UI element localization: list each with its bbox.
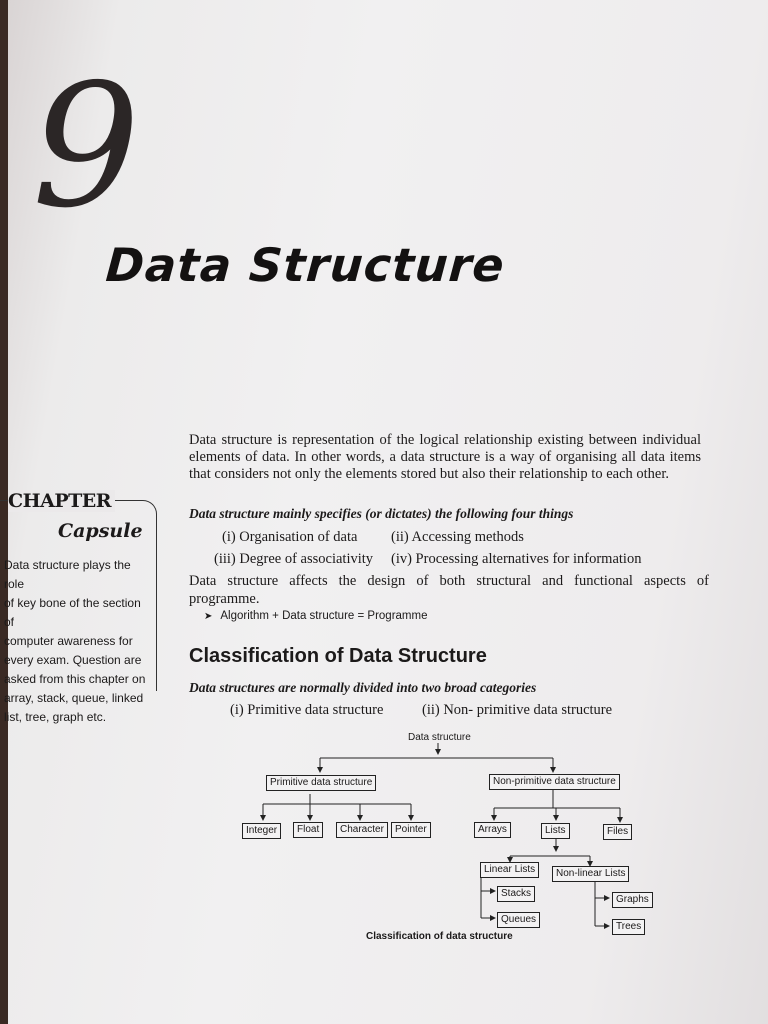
- node-queues: Queues: [497, 912, 540, 928]
- node-nonlinear-lists: Non-linear Lists: [552, 866, 629, 882]
- affects-text: Data structure affects the design of both structural and functional aspects of: [189, 573, 709, 589]
- node-graphs: Graphs: [612, 892, 653, 908]
- node-integer: Integer: [242, 823, 281, 839]
- arrow-bullet-icon: ➤: [204, 611, 213, 622]
- node-primitive: Primitive data structure: [266, 775, 376, 791]
- node-pointer: Pointer: [391, 822, 431, 838]
- formula-bullet: [204, 610, 427, 622]
- capsule-line: array, stack, queue, linked: [4, 691, 144, 705]
- category-primitive: (i) Primitive data structure: [230, 702, 384, 718]
- categories-note: Data structures are normally divided into two broad categories: [189, 680, 537, 695]
- item-3: (iii) Degree of associativity: [214, 551, 374, 567]
- node-lists: Lists: [541, 823, 570, 839]
- capsule-line: computer awareness for: [4, 634, 133, 648]
- classification-diagram: [238, 728, 678, 958]
- node-arrays: Arrays: [474, 822, 511, 838]
- node-stacks: Stacks: [497, 886, 535, 902]
- node-character: Character: [336, 822, 388, 838]
- formula-text: Algorithm + Data structure = Programme: [220, 610, 428, 622]
- node-non-primitive: Non-primitive data structure: [489, 774, 620, 790]
- capsule-subtitle: Capsule: [58, 520, 143, 542]
- capsule-line: asked from this chapter on: [4, 672, 146, 686]
- capsule-text: [4, 556, 152, 727]
- four-things-note: Data structure mainly specifies (or dictates) the following four things: [189, 506, 574, 521]
- item-4: (iv) Processing alternatives for information: [391, 551, 642, 567]
- item-2: (ii) Accessing methods: [391, 529, 524, 545]
- chapter-title: Data Structure: [104, 238, 507, 292]
- node-float: Float: [293, 822, 323, 838]
- book-page: [4, 0, 768, 1024]
- capsule-line: list, tree, graph etc.: [4, 710, 107, 724]
- node-linear-lists: Linear Lists: [480, 862, 539, 878]
- capsule-line: every exam. Question are: [4, 653, 142, 667]
- node-files: Files: [603, 824, 632, 840]
- capsule-label: CHAPTER: [8, 490, 115, 512]
- capsule-line: of key bone of the section of: [4, 596, 141, 629]
- category-non-primitive: (ii) Non- primitive data structure: [422, 702, 613, 718]
- node-trees: Trees: [612, 919, 645, 935]
- diagram-root: Data structure: [408, 732, 471, 743]
- item-1: (i) Organisation of data: [222, 529, 358, 545]
- section-heading: Classification of Data Structure: [189, 645, 487, 667]
- chapter-number: 9: [32, 48, 141, 246]
- diagram-caption: Classification of data structure: [366, 931, 513, 942]
- affects-cont: programme.: [189, 591, 260, 607]
- capsule-line: Data structure plays the role: [4, 558, 131, 591]
- intro-paragraph: Data structure is representation of the logical relationship existing between individual elements of data. In other words, a data structure is a way of organising all data items that considers not only the elements stored but also their relationship to each other.: [189, 432, 701, 482]
